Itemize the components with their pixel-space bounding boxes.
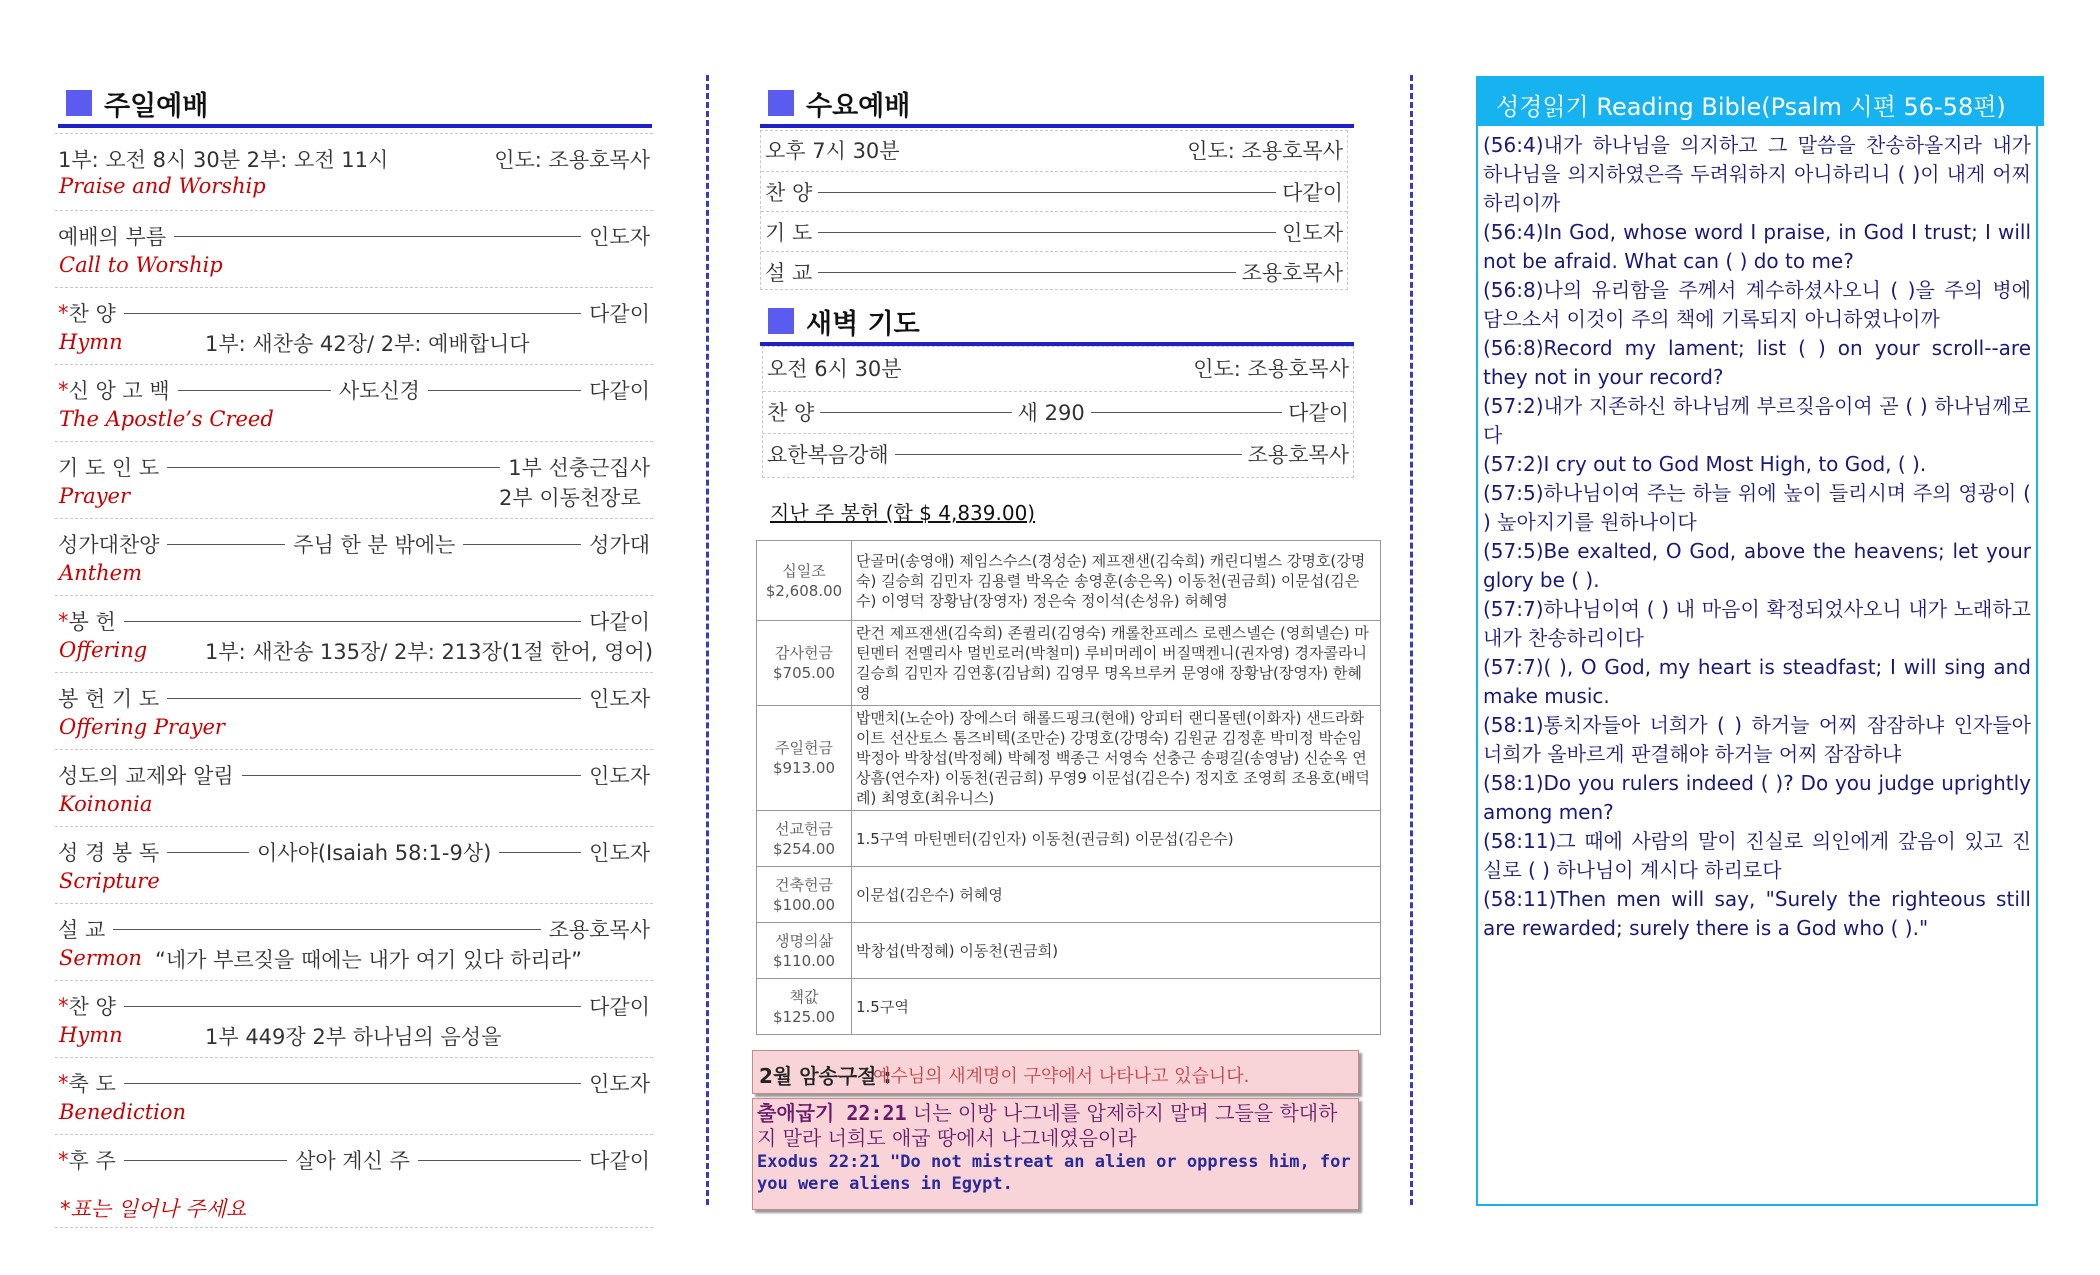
wednesday-row bbox=[765, 257, 1343, 287]
worship-item-line bbox=[58, 760, 650, 790]
bible-verse: (57:7)하나님이여 ( ) 내 마음이 확정되었사오니 내가 노래하고 내가 찬송하리이다 bbox=[1483, 597, 2031, 650]
offering-amount: $705.00 bbox=[772, 664, 836, 682]
worship-item-leader: 인도자 bbox=[589, 841, 651, 865]
worship-item-english: Anthem bbox=[59, 561, 142, 585]
offering-donors: 밥맨치(노순아) 장에스더 해롤드핑크(현애) 앙피터 랜디몰텐(이화자) 샌드라화이트 선산토스 톰즈비텍(조만순) 강명호(강명숙) 김원균 김정훈 박미정 박순임 박정아 박창섭(박정혜) 박혜정 백종근 서영숙 선충근 송평길(송영남) 신순옥 연상흠(연수자) 이동천(권금희) 무영9 이문섭(김은수) 정지호 조영희 조용호(배덕례) 최영호(최유니스) bbox=[852, 706, 1381, 811]
worship-item-english: The Apostle’s Creed bbox=[59, 407, 274, 431]
offering-category-name: 선교헌금 bbox=[775, 819, 833, 838]
dawn-row-divider bbox=[763, 433, 1353, 434]
dash-line bbox=[428, 390, 581, 391]
column-separator-right bbox=[1410, 75, 1413, 1205]
standing-marker: * bbox=[58, 1071, 69, 1095]
offering-category-name: 십일조 bbox=[782, 561, 826, 580]
worship-item-line bbox=[58, 991, 650, 1021]
memory-verse-korean-text: 너는 이방 나그네를 압제하지 말며 그들을 학대하지 말라 너희도 애굽 땅에서 나그네였음이라 bbox=[757, 1101, 1338, 1150]
wednesday-time: 오후 7시 30분 bbox=[765, 139, 900, 163]
standing-marker: * bbox=[58, 994, 69, 1018]
offering-donors: 란건 제프잰샌(김숙희) 존퀼리(김영숙) 캐롤찬프레스 로렌스넬슨 (영희넬슨) 마틴멘터 전멜리사 멀빈로러(박철미) 루비머레이 버질맥켄니(권자영) 경자콜라니 길승희 김민자 김연홍(김남희) 김영무 명옥브루커 문영애 장황남(장영자) 한혜영 bbox=[852, 621, 1381, 706]
wednesday-item-name: 설 교 bbox=[765, 261, 813, 285]
sunday-times-row bbox=[55, 133, 653, 211]
worship-item bbox=[55, 441, 653, 519]
offering-category-name: 건축헌금 bbox=[775, 875, 833, 894]
bible-reading-title: 성경읽기 Reading Bible(Psalm 시편 56-58편) bbox=[1496, 93, 2006, 121]
worship-item-note: 1부: 새찬송 42장/ 2부: 예배합니다 bbox=[205, 332, 530, 356]
worship-item bbox=[55, 287, 653, 365]
worship-item-detail: 사도신경 bbox=[338, 379, 420, 403]
header-square-icon bbox=[66, 90, 92, 116]
dash-line bbox=[167, 698, 581, 699]
dash-line bbox=[418, 1160, 581, 1161]
worship-item-name: 성가대찬양 bbox=[58, 533, 160, 557]
memory-verse-banner bbox=[752, 1050, 1359, 1094]
dash-line bbox=[895, 454, 1242, 455]
worship-item-line bbox=[58, 606, 650, 636]
offering-donors: 단골머(송영애) 제임스수스(경성순) 제프잰샌(김숙희) 캐린디벌스 강명호(강명숙) 길승희 김민자 김용렬 박옥순 송영훈(송은옥) 이동천(권금희) 이문섭(김은수) 이영덕 장황남(장영자) 정은숙 정이석(손성유) 허혜영 bbox=[852, 541, 1381, 621]
worship-item-leader: 1부 선충근집사 bbox=[508, 456, 650, 480]
dawn-item-detail: 새 290 bbox=[1017, 401, 1085, 425]
dawn-time: 오전 6시 30분 bbox=[767, 357, 902, 381]
worship-item bbox=[55, 595, 653, 673]
memory-verse-body bbox=[752, 1098, 1359, 1210]
offering-row bbox=[757, 979, 1381, 1035]
bible-reading-text bbox=[1483, 131, 2031, 943]
worship-item-leader: 인도자 bbox=[589, 225, 650, 249]
worship-item-detail: 주님 한 분 밖에는 bbox=[293, 533, 456, 557]
wednesday-item-leader: 인도자 bbox=[1282, 221, 1343, 245]
worship-item bbox=[55, 826, 653, 904]
worship-item bbox=[55, 210, 653, 288]
worship-item-note: 1부 449장 2부 하나님의 음성을 bbox=[205, 1025, 502, 1049]
dawn-item-name: 요한복음강해 bbox=[767, 443, 889, 467]
worship-item-leader: 다같이 bbox=[589, 995, 650, 1019]
dash-line bbox=[818, 232, 1276, 233]
worship-item-leader: 인도자 bbox=[589, 687, 650, 711]
offering-row bbox=[757, 706, 1381, 811]
dawn-row bbox=[767, 397, 1349, 427]
worship-item-note: “네가 부르짖을 때에는 내가 여기 있다 하리라” bbox=[155, 948, 582, 972]
offering-title: 지난 주 봉헌 (합 $ 4,839.00) bbox=[770, 501, 1036, 525]
worship-item bbox=[55, 364, 653, 442]
dawn-item-name: 찬 양 bbox=[767, 401, 815, 425]
wednesday-row bbox=[765, 217, 1343, 247]
worship-item-leader: 인도자 bbox=[589, 764, 650, 788]
offering-category bbox=[757, 811, 852, 867]
dash-line bbox=[820, 412, 1011, 413]
dash-line bbox=[178, 390, 331, 391]
dash-line bbox=[167, 852, 249, 853]
bible-verse: (57:2)I cry out to God Most High, to God, ( ). bbox=[1483, 452, 1927, 476]
wednesday-worship-header bbox=[760, 80, 1354, 128]
dash-line bbox=[174, 236, 581, 237]
wednesday-leader: 인도: 조용호목사 bbox=[1187, 139, 1343, 163]
bible-verse: (56:8)나의 유리함을 주께서 계수하셨사오니 ( )을 주의 병에 담으소서 이것이 주의 책에 기록되지 아니하였나이까 bbox=[1483, 278, 2031, 331]
worship-item-leader: 조용호목사 bbox=[548, 918, 650, 942]
dash-line bbox=[167, 544, 285, 545]
dash-line bbox=[124, 1083, 581, 1084]
offering-donors: 박창섭(박정혜) 이동천(권금희) bbox=[852, 923, 1381, 979]
offering-category-name: 책값 bbox=[789, 987, 819, 1006]
sunday-worship-header bbox=[58, 80, 652, 128]
dawn-prayer-header bbox=[760, 298, 1354, 346]
dash-line bbox=[1091, 412, 1282, 413]
wednesday-row-divider bbox=[761, 251, 1347, 252]
wednesday-item-name: 찬 양 bbox=[765, 181, 813, 205]
standing-marker: * bbox=[58, 378, 69, 402]
worship-item-english: Offering Prayer bbox=[59, 715, 225, 739]
standing-marker: * bbox=[58, 609, 69, 633]
header-square-icon bbox=[768, 90, 794, 116]
bible-verse: (58:11)그 때에 사람의 말이 진실로 의인에게 갚음이 있고 진실로 ( ) 하나님이 계시다 하리로다 bbox=[1483, 829, 2031, 882]
offering-row bbox=[757, 923, 1381, 979]
offering-table bbox=[756, 540, 1381, 1035]
dawn-row-divider bbox=[763, 391, 1353, 392]
worship-item-name: 기 도 인 도 bbox=[58, 456, 160, 480]
worship-item-line bbox=[58, 914, 650, 944]
worship-item-english: Call to Worship bbox=[59, 253, 223, 277]
offering-category bbox=[757, 923, 852, 979]
wednesday-box bbox=[760, 130, 1348, 290]
wednesday-row-divider bbox=[761, 211, 1347, 212]
worship-item bbox=[55, 903, 653, 981]
offering-category bbox=[757, 541, 852, 621]
wednesday-item-leader: 조용호목사 bbox=[1241, 261, 1343, 285]
dawn-time-row bbox=[767, 353, 1349, 383]
worship-item-line bbox=[58, 452, 650, 482]
worship-item-name: 성도의 교제와 알림 bbox=[58, 764, 234, 788]
sunday-list-bottom bbox=[55, 1227, 653, 1228]
bible-reading-header bbox=[1476, 76, 2044, 126]
bible-verse: (58:11)Then men will say, "Surely the righteous still are rewarded; surely there is a God who ( )." bbox=[1483, 887, 2031, 940]
worship-item-name: 신 앙 고 백 bbox=[68, 379, 170, 403]
dash-line bbox=[113, 929, 540, 930]
worship-item-english: Scripture bbox=[59, 869, 160, 893]
bible-verse: (57:5)Be exalted, O God, above the heavens; let your glory be ( ). bbox=[1483, 539, 2031, 592]
worship-item-note: 2부 이동천장로 bbox=[499, 486, 641, 510]
dash-line bbox=[124, 313, 581, 314]
worship-item bbox=[55, 672, 653, 750]
sunday-service-times: 1부: 오전 8시 30분 2부: 오전 11시 bbox=[58, 148, 389, 172]
dash-line bbox=[167, 467, 500, 468]
worship-item-english: Hymn bbox=[59, 1023, 123, 1047]
sunday-leader: 인도: 조용호목사 bbox=[494, 148, 650, 172]
dash-line bbox=[124, 621, 581, 622]
offering-category-name: 생명의삶 bbox=[775, 931, 833, 950]
worship-item-leader: 다같이 bbox=[589, 1149, 651, 1173]
offering-category-name: 주일헌금 bbox=[775, 739, 833, 757]
dash-line bbox=[818, 272, 1235, 273]
worship-item-line bbox=[58, 221, 650, 251]
dash-line bbox=[124, 1160, 287, 1161]
offering-category bbox=[757, 706, 852, 811]
worship-item-english: Prayer bbox=[59, 484, 131, 508]
worship-item-name: 찬 양 bbox=[68, 995, 116, 1019]
bible-verse: (58:1)통치자들아 너희가 ( ) 하거늘 어찌 잠잠하냐 인자들아 너희가 올바르게 판결해야 하거늘 어찌 잠잠하냐 bbox=[1483, 713, 2031, 766]
sunday-worship-title: 주일예배 bbox=[104, 91, 209, 122]
worship-item-line bbox=[58, 683, 650, 713]
bible-verse: (57:5)하나님이여 주는 하늘 위에 높이 들리시며 주의 영광이 ( ) 높아지기를 원하나이다 bbox=[1483, 481, 2031, 534]
memory-verse-korean-ref: 출애굽기 22:21 bbox=[757, 1101, 907, 1125]
memory-verse-label: 2월 암송구절 : bbox=[759, 1064, 892, 1088]
bible-verse: (58:1)Do you rulers indeed ( )? Do you judge uprightly among men? bbox=[1483, 771, 2031, 824]
offering-donors: 이문섭(김은수) 허혜영 bbox=[852, 867, 1381, 923]
offering-category bbox=[757, 621, 852, 706]
bible-verse: (56:4)In God, whose word I praise, in God I trust; I will not be afraid. What can ( ) do to me? bbox=[1483, 220, 2031, 273]
praise-worship-label: Praise and Worship bbox=[59, 174, 266, 198]
worship-item-english: Sermon bbox=[59, 946, 142, 970]
worship-item-line bbox=[58, 375, 650, 405]
worship-item-line bbox=[58, 529, 650, 559]
worship-item bbox=[55, 749, 653, 827]
bible-verse: (57:7)( ), O God, my heart is steadfast; I will sing and make music. bbox=[1483, 655, 2031, 708]
dawn-box bbox=[762, 346, 1354, 478]
worship-item-leader: 다같이 bbox=[589, 302, 650, 326]
offering-category bbox=[757, 979, 852, 1035]
offering-row bbox=[757, 811, 1381, 867]
dash-line bbox=[463, 544, 581, 545]
wednesday-item-name: 기 도 bbox=[765, 221, 813, 245]
worship-item-name: 설 교 bbox=[58, 918, 106, 942]
header-square-icon bbox=[768, 308, 794, 334]
dawn-item-leader: 조용호목사 bbox=[1247, 443, 1349, 467]
worship-item-english: Benediction bbox=[59, 1100, 187, 1124]
dawn-prayer-title: 새벽 기도 bbox=[806, 309, 920, 340]
worship-item-name: 후 주 bbox=[68, 1149, 116, 1173]
offering-row bbox=[757, 541, 1381, 621]
worship-item-line bbox=[58, 837, 650, 867]
dawn-row bbox=[767, 439, 1349, 469]
worship-item bbox=[55, 518, 653, 596]
offering-amount: $913.00 bbox=[772, 759, 836, 777]
dash-line bbox=[242, 775, 582, 776]
worship-item-english: Offering bbox=[59, 638, 148, 662]
worship-item-note: 1부: 새찬송 135장/ 2부: 213장(1절 한어, 영어) bbox=[205, 640, 654, 664]
worship-item-detail: 살아 계신 주 bbox=[295, 1149, 410, 1173]
dash-line bbox=[818, 192, 1276, 193]
offering-amount: $254.00 bbox=[772, 839, 836, 858]
wednesday-row-divider bbox=[761, 171, 1347, 172]
worship-item-leader: 성가대 bbox=[589, 533, 651, 557]
worship-item-name: 봉 헌 bbox=[68, 610, 116, 634]
offering-row bbox=[757, 867, 1381, 923]
worship-item-name: 봉 헌 기 도 bbox=[58, 687, 160, 711]
worship-item-leader: 다같이 bbox=[589, 610, 650, 634]
worship-item-name: 예배의 부름 bbox=[58, 225, 167, 249]
offering-donors: 1.5구역 bbox=[852, 979, 1381, 1035]
offering-amount: $100.00 bbox=[772, 895, 836, 914]
worship-item bbox=[55, 1057, 653, 1135]
dash-line bbox=[124, 1006, 581, 1007]
bible-verse: (57:2)내가 지존하신 하나님께 부르짖음이여 곧 ( ) 하나님께로다 bbox=[1483, 394, 2031, 447]
worship-item-line bbox=[58, 1145, 650, 1175]
wednesday-time-row bbox=[765, 135, 1343, 165]
worship-item-english: Koinonia bbox=[59, 792, 153, 816]
offering-amount: $110.00 bbox=[772, 951, 836, 970]
worship-item-english: Hymn bbox=[59, 330, 123, 354]
offering-amount: $2,608.00 bbox=[765, 581, 843, 600]
wednesday-row bbox=[765, 177, 1343, 207]
offering-category-name: 감사헌금 bbox=[775, 644, 833, 662]
offering-category bbox=[757, 867, 852, 923]
memory-verse-theme: 예수님의 새계명이 구약에서 나타나고 있습니다. bbox=[873, 1066, 1250, 1087]
sunday-times-line bbox=[58, 144, 650, 174]
bible-verse: (56:8)Record my lament; list ( ) on your scroll--are they not in your record? bbox=[1483, 336, 2031, 389]
offering-donors: 1.5구역 마틴멘터(김인자) 이동천(권금희) 이문섭(김은수) bbox=[852, 811, 1381, 867]
worship-item-line bbox=[58, 1068, 650, 1098]
worship-item bbox=[55, 980, 653, 1058]
standing-marker: * bbox=[58, 1148, 69, 1172]
bible-verse: (56:4)내가 하나님을 의지하고 그 말씀을 찬송하올지라 내가 하나님을 의지하였은즉 두려워하지 아니하리니 ( )이 내게 어찌하리이까 bbox=[1483, 133, 2031, 215]
worship-item-leader: 다같이 bbox=[589, 379, 650, 403]
worship-item-name: 찬 양 bbox=[68, 302, 116, 326]
dash-line bbox=[499, 852, 581, 853]
worship-item-name: 성 경 봉 독 bbox=[58, 841, 160, 865]
worship-item-leader: 인도자 bbox=[589, 1072, 650, 1096]
memory-verse-korean bbox=[757, 1101, 1354, 1151]
offering-row bbox=[757, 621, 1381, 706]
dawn-leader: 인도: 조용호목사 bbox=[1193, 357, 1349, 381]
column-separator-left bbox=[706, 75, 709, 1205]
memory-verse-english: Exodus 22:21 "Do not mistreat an alien or oppress him, for you were aliens in Egypt. bbox=[757, 1152, 1351, 1194]
wednesday-worship-title: 수요예배 bbox=[806, 91, 911, 122]
offering-amount: $125.00 bbox=[772, 1007, 836, 1026]
worship-item-line bbox=[58, 298, 650, 328]
standing-footnote: *표는 일어나 주세요 bbox=[60, 1197, 247, 1221]
worship-item-name: 축 도 bbox=[68, 1072, 116, 1096]
worship-item-detail: 이사야(Isaiah 58:1-9상) bbox=[257, 841, 492, 865]
dawn-item-leader: 다같이 bbox=[1288, 401, 1349, 425]
standing-marker: * bbox=[58, 301, 69, 325]
wednesday-item-leader: 다같이 bbox=[1282, 181, 1343, 205]
